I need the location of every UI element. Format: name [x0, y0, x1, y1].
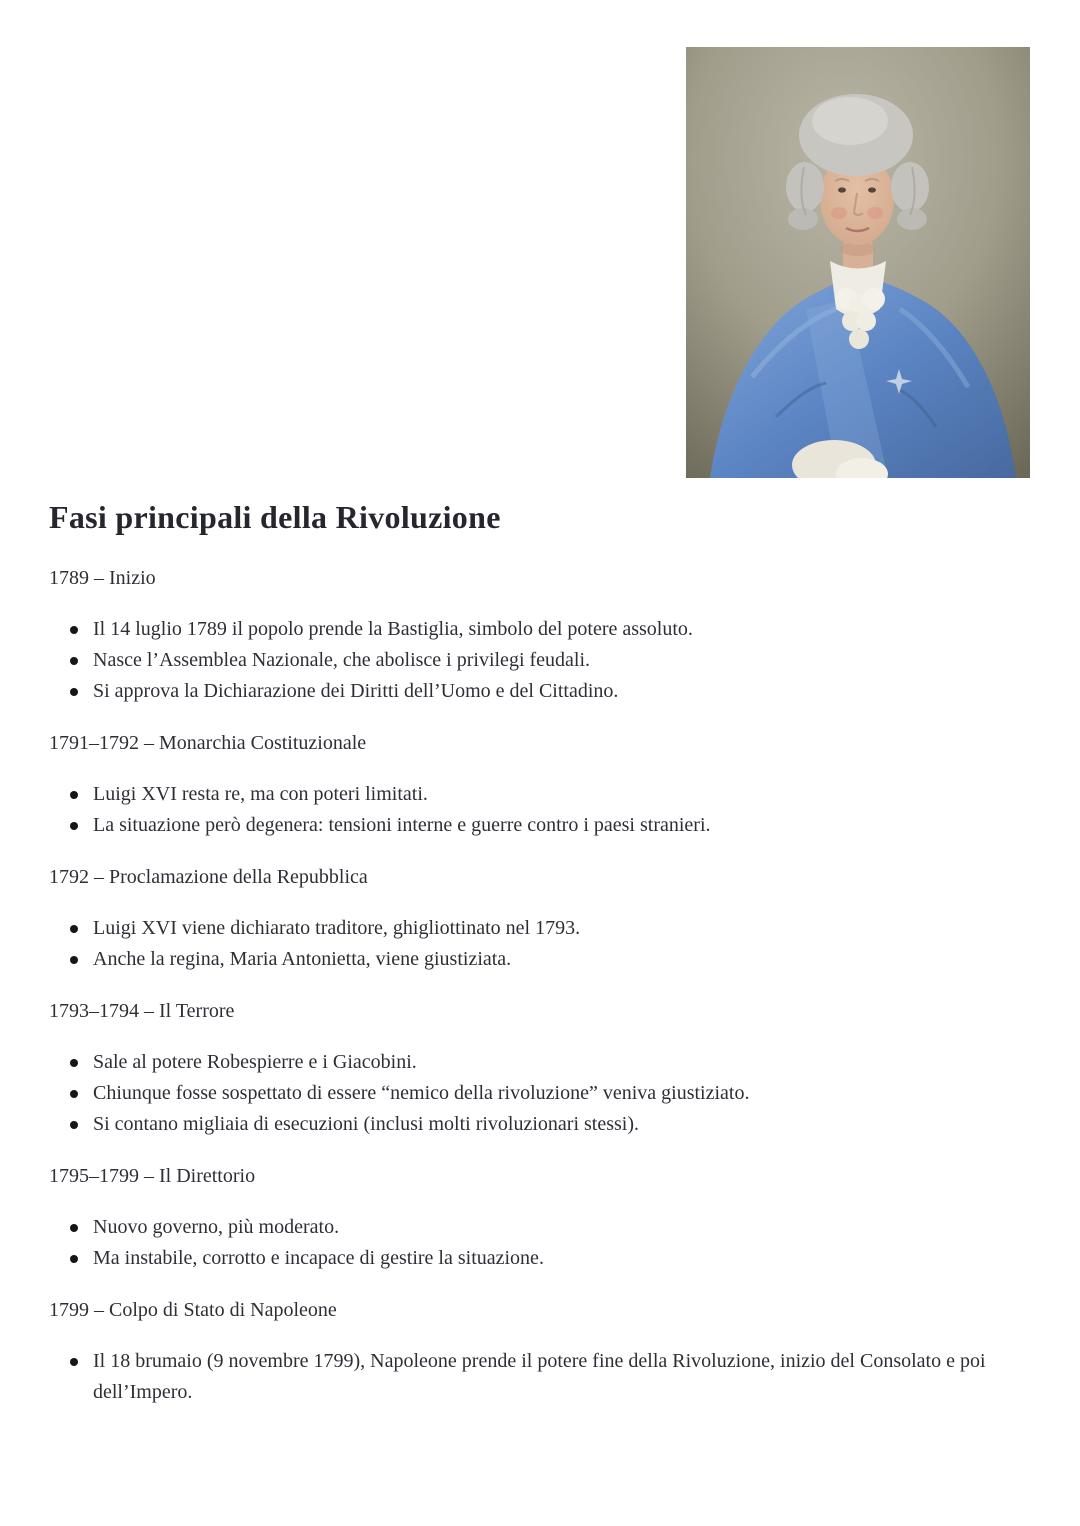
section-1793-1794-terrore — [49, 997, 1031, 1140]
notes-content — [49, 496, 1031, 1430]
bullet-list — [49, 1047, 1031, 1140]
section-1799-napoleone — [49, 1296, 1031, 1408]
section-1791-1792-monarchia — [49, 729, 1031, 841]
list-item: Anche la regina, Maria Antonietta, viene giustiziata. — [49, 944, 1031, 975]
list-item: Si approva la Dichiarazione dei Diritti dell’Uomo e del Cittadino. — [49, 676, 1031, 707]
list-item: Si contano migliaia di esecuzioni (inclusi molti rivoluzionari stessi). — [49, 1109, 1031, 1140]
section-heading: 1799 – Colpo di Stato di Napoleone — [49, 1299, 337, 1321]
list-item: Il 14 luglio 1789 il popolo prende la Bastiglia, simbolo del potere assoluto. — [49, 614, 1031, 645]
section-heading: 1792 – Proclamazione della Repubblica — [49, 866, 368, 888]
section-heading: 1793–1794 – Il Terrore — [49, 1000, 235, 1022]
section-heading: 1795–1799 – Il Direttorio — [49, 1165, 256, 1187]
portrait-painting — [686, 47, 1030, 478]
section-1795-1799-direttorio — [49, 1162, 1031, 1274]
list-item: Luigi XVI viene dichiarato traditore, ghigliottinato nel 1793. — [49, 913, 1031, 944]
section-1789-inizio — [49, 564, 1031, 707]
list-item: Sale al potere Robespierre e i Giacobini. — [49, 1047, 1031, 1078]
list-item: Luigi XVI resta re, ma con poteri limitati. — [49, 779, 1031, 810]
bullet-list — [49, 779, 1031, 841]
bullet-list — [49, 1212, 1031, 1274]
section-heading: 1789 – Inizio — [49, 567, 156, 589]
list-item: La situazione però degenera: tensioni interne e guerre contro i paesi stranieri. — [49, 810, 1031, 841]
portrait-image — [686, 47, 1030, 478]
list-item: Il 18 brumaio (9 novembre 1799), Napoleone prende il potere fine della Rivoluzione, inizio del Consolato e poi dell’Impero. — [49, 1346, 1031, 1408]
bullet-list — [49, 614, 1031, 707]
section-1792-repubblica — [49, 863, 1031, 975]
bullet-list — [49, 1346, 1031, 1408]
bullet-list — [49, 913, 1031, 975]
list-item: Ma instabile, corrotto e incapace di gestire la situazione. — [49, 1243, 1031, 1274]
list-item: Nasce l’Assemblea Nazionale, che abolisce i privilegi feudali. — [49, 645, 1031, 676]
list-item: Chiunque fosse sospettato di essere “nemico della rivoluzione” veniva giustiziato. — [49, 1078, 1031, 1109]
section-heading: 1791–1792 – Monarchia Costituzionale — [49, 732, 367, 754]
page-title: Fasi principali della Rivoluzione — [49, 499, 501, 535]
list-item: Nuovo governo, più moderato. — [49, 1212, 1031, 1243]
